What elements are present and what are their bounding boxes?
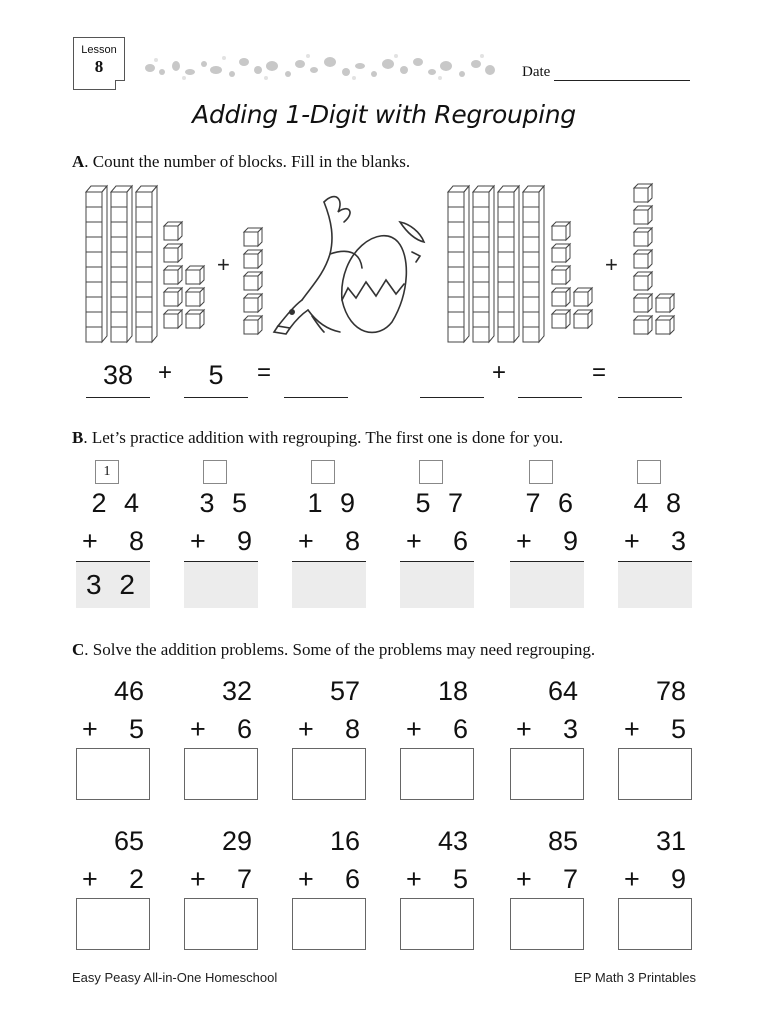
lesson-badge xyxy=(73,37,125,90)
addition-problem xyxy=(292,822,366,952)
carry-box[interactable]: 1 xyxy=(95,460,119,484)
answer-box[interactable] xyxy=(292,748,366,800)
page-fold-corner xyxy=(115,80,125,90)
section-a-text: . Count the number of blocks. Fill in the blanks. xyxy=(84,152,411,171)
top-addend: 29 xyxy=(221,826,252,856)
left-tens-rods xyxy=(86,186,157,342)
top-addend: 7 6 xyxy=(525,488,578,518)
section-b-instruction xyxy=(72,428,563,448)
footer-publisher: Easy Peasy All-in-One Homeschool xyxy=(72,970,278,985)
carry-box[interactable] xyxy=(637,460,661,484)
plus-sign: + xyxy=(82,864,98,894)
addition-problem xyxy=(184,822,258,952)
left-second-addend[interactable]: 5 xyxy=(184,356,248,398)
answer-area[interactable] xyxy=(400,562,474,608)
base-ten-blocks-illustration xyxy=(80,182,690,352)
page-title: Adding 1-Digit with Regrouping xyxy=(192,100,576,129)
plus-sign: + xyxy=(190,864,206,894)
svg-text:+: + xyxy=(217,252,230,277)
date-label: Date xyxy=(522,64,551,80)
section-c-instruction xyxy=(72,640,595,660)
regroup-problem xyxy=(510,460,584,610)
left-sum-blank[interactable] xyxy=(284,356,348,398)
right-added-cubes xyxy=(634,184,674,334)
plus-sign: + xyxy=(516,864,532,894)
top-addend: 78 xyxy=(655,676,686,706)
bottom-addend: 5 xyxy=(670,714,686,744)
addition-problem xyxy=(618,672,692,802)
regroup-problem xyxy=(184,460,258,610)
addition-problem xyxy=(400,822,474,952)
bottom-addend: 9 xyxy=(670,864,686,894)
bottom-addend: 9 xyxy=(562,526,578,556)
bottom-addend: 3 xyxy=(670,526,686,556)
right-second-addend-blank[interactable] xyxy=(518,356,582,398)
section-c-letter: C xyxy=(72,640,85,659)
answer-box[interactable] xyxy=(618,898,692,950)
top-addend: 3 5 xyxy=(199,488,252,518)
answer-area[interactable] xyxy=(618,562,692,608)
plus-sign: + xyxy=(406,526,422,556)
bottom-addend: 7 xyxy=(236,864,252,894)
answer-box[interactable] xyxy=(76,748,150,800)
section-c-text: . Solve the addition problems. Some of the problems may need regrouping. xyxy=(84,640,596,659)
bottom-addend: 8 xyxy=(344,714,360,744)
section-b-text: . Let’s practice addition with regrouping. The first one is done for you. xyxy=(83,428,564,447)
answer-area[interactable] xyxy=(292,562,366,608)
plus-sign: + xyxy=(190,714,206,744)
right-first-addend-blank[interactable] xyxy=(420,356,484,398)
date-field[interactable] xyxy=(522,64,690,81)
top-addend: 65 xyxy=(113,826,144,856)
answer-box[interactable] xyxy=(510,748,584,800)
top-addend: 2 4 xyxy=(91,488,144,518)
top-addend: 57 xyxy=(329,676,360,706)
left-added-cubes xyxy=(244,228,262,334)
right-ones-cubes xyxy=(552,222,592,328)
addition-problem xyxy=(400,672,474,802)
carry-box[interactable] xyxy=(529,460,553,484)
top-addend: 5 7 xyxy=(415,488,468,518)
bottom-addend: 8 xyxy=(128,526,144,556)
addition-problem xyxy=(618,822,692,952)
footer-course: EP Math 3 Printables xyxy=(574,970,696,985)
top-addend: 1 9 xyxy=(307,488,360,518)
left-first-addend[interactable]: 38 xyxy=(86,356,150,398)
answer-area[interactable]: 3 2 xyxy=(76,562,150,608)
answer-box[interactable] xyxy=(184,748,258,800)
top-addend: 16 xyxy=(329,826,360,856)
duck-egg-illustration xyxy=(274,197,424,334)
addition-problem xyxy=(76,672,150,802)
bottom-addend: 2 xyxy=(128,864,144,894)
lesson-label: Lesson xyxy=(81,44,117,56)
plus-sign: + xyxy=(82,714,98,744)
top-addend: 4 8 xyxy=(633,488,686,518)
answer-box[interactable] xyxy=(76,898,150,950)
left-equals-sign: = xyxy=(257,359,272,386)
bottom-addend: 5 xyxy=(452,864,468,894)
answer-box[interactable] xyxy=(292,898,366,950)
addition-problem xyxy=(510,822,584,952)
plus-sign: + xyxy=(624,714,640,744)
svg-text:+: + xyxy=(605,252,618,277)
bottom-addend: 3 xyxy=(562,714,578,744)
plus-sign: + xyxy=(82,526,98,556)
carry-box[interactable] xyxy=(311,460,335,484)
right-plus-sign: + xyxy=(492,359,507,386)
bottom-addend: 6 xyxy=(236,714,252,744)
answer-box[interactable] xyxy=(618,748,692,800)
bottom-addend: 8 xyxy=(344,526,360,556)
bottom-addend: 6 xyxy=(452,714,468,744)
plus-sign: + xyxy=(624,864,640,894)
right-tens-rods xyxy=(448,186,544,342)
regroup-problem xyxy=(400,460,474,610)
regroup-problem xyxy=(292,460,366,610)
section-b-letter: B xyxy=(72,428,84,447)
bottom-addend: 6 xyxy=(452,526,468,556)
addition-problem xyxy=(292,672,366,802)
addition-problem xyxy=(184,672,258,802)
section-a-instruction xyxy=(72,152,410,172)
plus-sign: + xyxy=(624,526,640,556)
addition-problem xyxy=(76,822,150,952)
carry-box[interactable] xyxy=(419,460,443,484)
plus-sign: + xyxy=(190,526,206,556)
right-equals-sign: = xyxy=(592,359,607,386)
left-plus-sign: + xyxy=(158,359,173,386)
top-addend: 43 xyxy=(437,826,468,856)
answer-box[interactable] xyxy=(400,898,474,950)
bottom-addend: 7 xyxy=(562,864,578,894)
top-addend: 18 xyxy=(437,676,468,706)
answer-area[interactable] xyxy=(510,562,584,608)
plus-sign: + xyxy=(406,714,422,744)
plus-sign: + xyxy=(298,714,314,744)
answer-area[interactable] xyxy=(184,562,258,608)
top-addend: 85 xyxy=(547,826,578,856)
top-addend: 31 xyxy=(655,826,686,856)
regroup-problem xyxy=(618,460,692,610)
top-addend: 64 xyxy=(547,676,578,706)
addition-problem xyxy=(510,672,584,802)
decorative-border-icon xyxy=(142,50,502,84)
plus-sign: + xyxy=(406,864,422,894)
bottom-addend: 6 xyxy=(344,864,360,894)
right-sum-blank[interactable] xyxy=(618,356,682,398)
plus-sign: + xyxy=(298,864,314,894)
section-a-letter: A xyxy=(72,152,85,171)
answer-box[interactable] xyxy=(400,748,474,800)
answer-box[interactable] xyxy=(184,898,258,950)
top-addend: 46 xyxy=(113,676,144,706)
lesson-number: 8 xyxy=(94,57,104,76)
answer-box[interactable] xyxy=(510,898,584,950)
top-addend: 32 xyxy=(221,676,252,706)
plus-sign: + xyxy=(516,526,532,556)
bottom-addend: 5 xyxy=(128,714,144,744)
carry-box[interactable] xyxy=(203,460,227,484)
plus-sign: + xyxy=(516,714,532,744)
bottom-addend: 9 xyxy=(236,526,252,556)
left-ones-cubes xyxy=(164,222,204,328)
regroup-problem xyxy=(76,460,150,610)
date-blank[interactable] xyxy=(554,67,690,81)
plus-sign: + xyxy=(298,526,314,556)
